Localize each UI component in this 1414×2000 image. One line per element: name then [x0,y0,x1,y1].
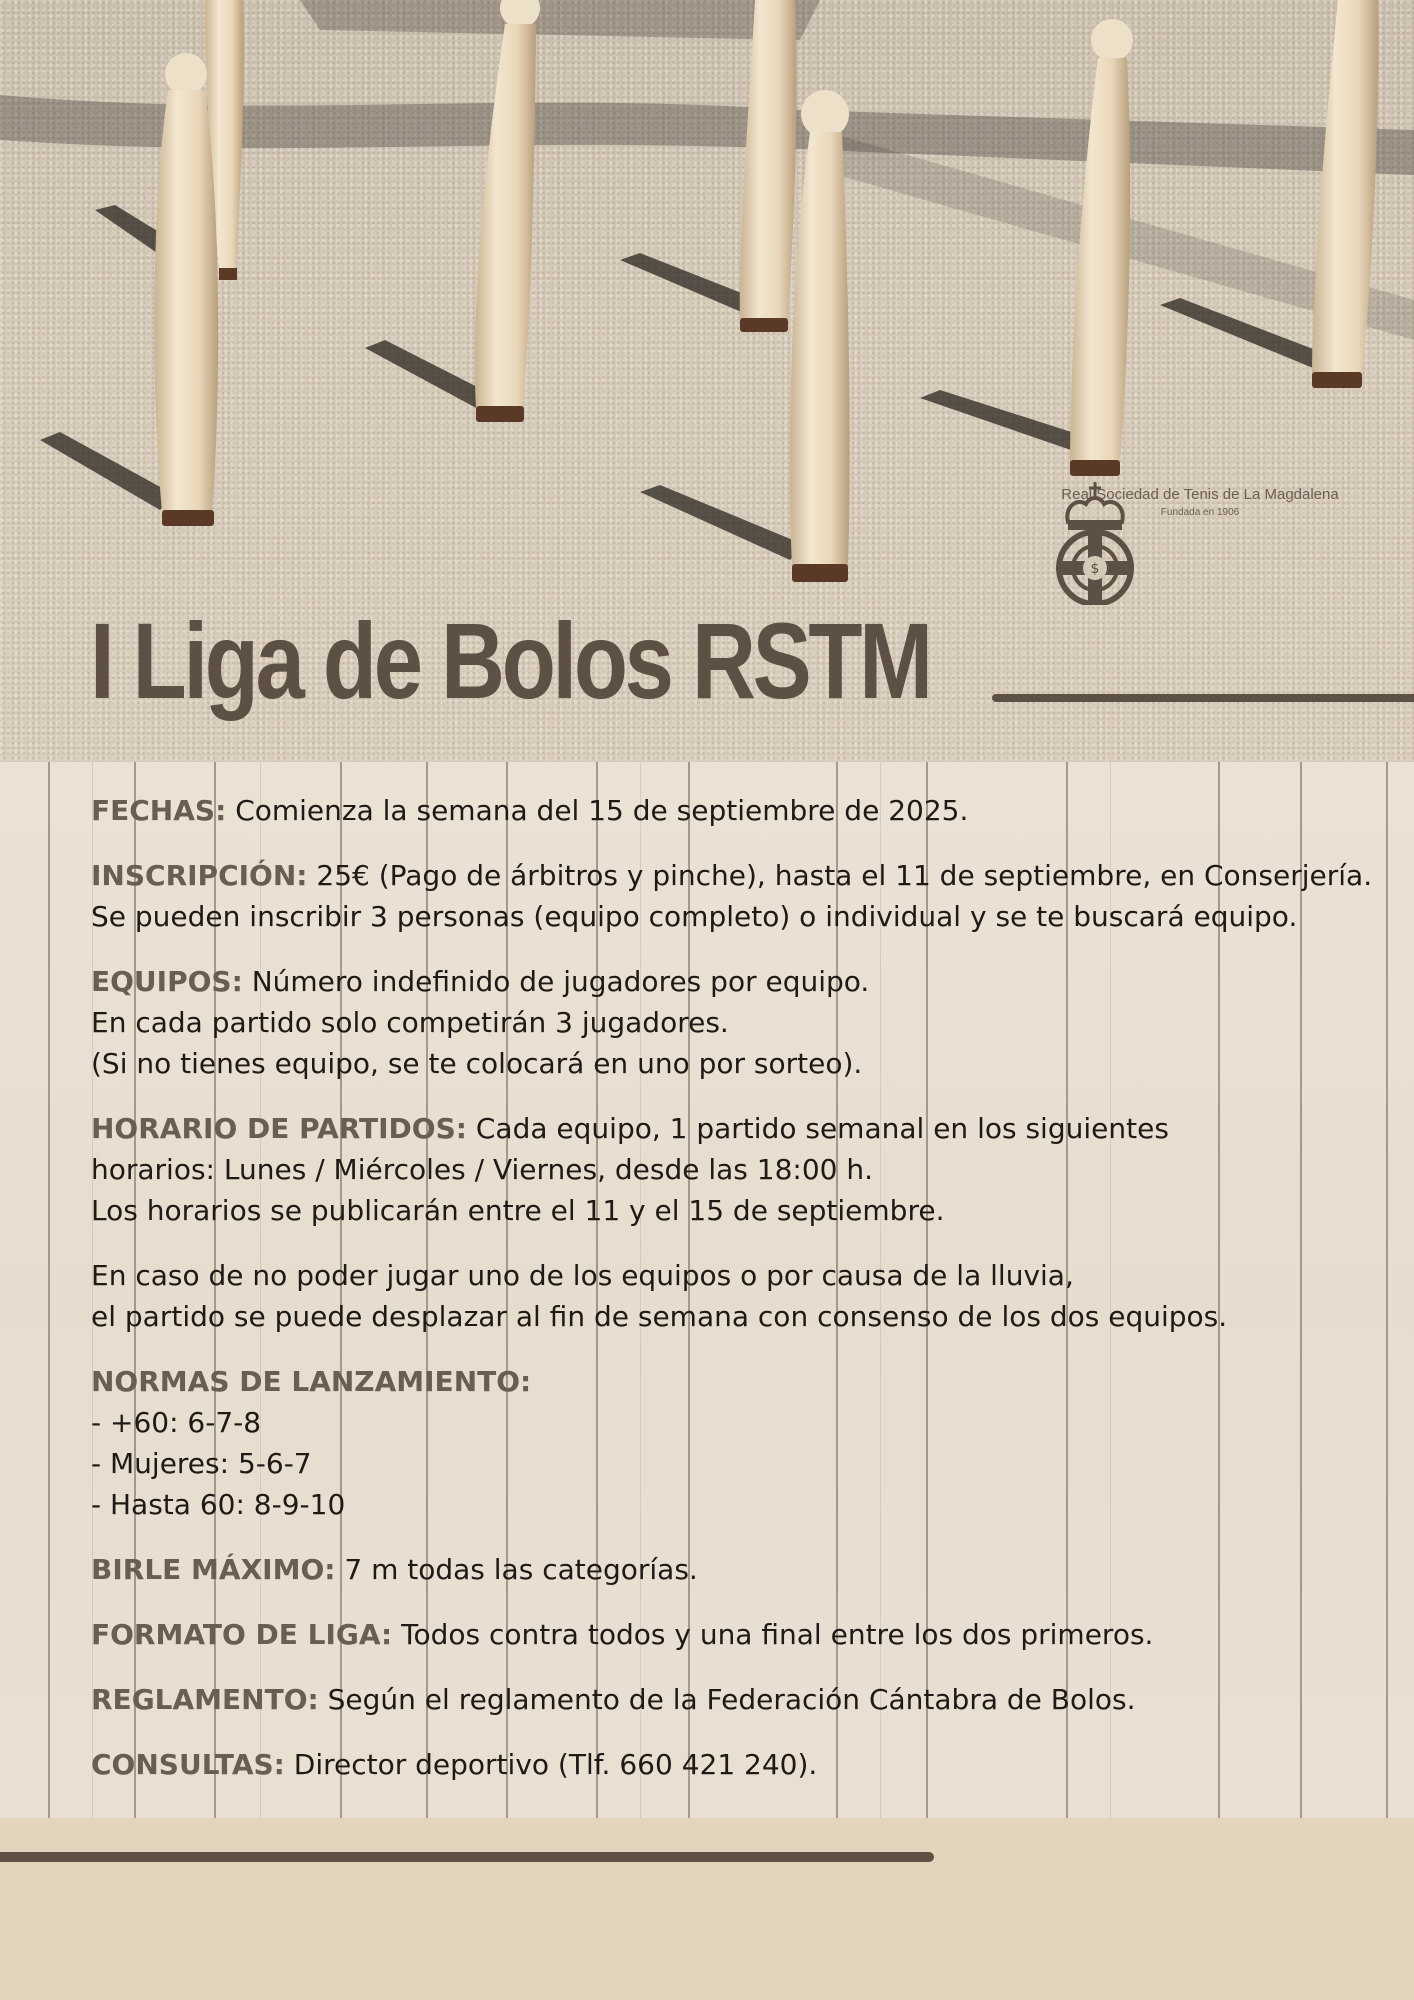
section-label: REGLAMENTO: [91,1683,319,1716]
section-lluvia [91,1255,1401,1337]
section-label: NORMAS DE LANZAMIENTO: [91,1365,532,1398]
section-reglamento [91,1679,1401,1720]
section-fechas [91,790,1401,831]
list-item: - Hasta 60: 8-9-10 [91,1488,346,1521]
section-text: En cada partido solo competirán 3 jugadores. [91,1006,729,1039]
section-birle [91,1549,1401,1590]
club-founded-date: Fundada en 1906 [1160,507,1240,518]
section-text: Cada equipo, 1 partido semanal en los siguientes [475,1112,1169,1145]
section-horario [91,1108,1401,1231]
section-consultas [91,1744,1401,1785]
footer-divider [0,1852,934,1862]
section-text: 7 m todas las categorías. [344,1553,698,1586]
section-normas [91,1361,1401,1525]
section-equipos [91,961,1401,1084]
section-label: INSCRIPCIÓN: [91,859,308,892]
section-text: Según el reglamento de la Federación Cántabra de Bolos. [327,1683,1136,1716]
section-text: En caso de no poder jugar uno de los equipos o por causa de la lluvia, [91,1259,1074,1292]
plank-line [48,762,50,1818]
section-text: Todos contra todos y una final entre los dos primeros. [401,1618,1154,1651]
section-text: Director deportivo (Tlf. 660 421 240). [293,1748,818,1781]
hero-photo [0,0,1414,762]
svg-text:$: $ [1090,561,1100,577]
section-formato [91,1614,1401,1655]
section-text: Comienza la semana del 15 de septiembre de 2025. [235,794,969,827]
page-title: I Liga de Bolos RSTM [90,600,930,721]
section-text: 25€ (Pago de árbitros y pinche), hasta el 11 de septiembre, en Conserjería. [316,859,1373,892]
club-logo [1050,480,1350,660]
section-label: HORARIO DE PARTIDOS: [91,1112,467,1145]
club-name: Real Sociedad de Tenis de La Magdalena [1061,486,1339,503]
section-text: el partido se puede desplazar al fin de semana con consenso de los dos equipos. [91,1300,1228,1333]
list-item: - +60: 6-7-8 [91,1406,262,1439]
section-label: EQUIPOS: [91,965,243,998]
section-text: Se pueden inscribir 3 personas (equipo completo) o individual y se te buscará equipo. [91,900,1298,933]
section-label: FORMATO DE LIGA: [91,1618,393,1651]
section-label: CONSULTAS: [91,1748,285,1781]
title-divider [992,694,1414,702]
list-item: - Mujeres: 5-6-7 [91,1447,312,1480]
section-text: Los horarios se publicarán entre el 11 y el 15 de septiembre. [91,1194,945,1227]
crown-crest-icon [1050,480,1140,605]
section-text: horarios: Lunes / Miércoles / Viernes, desde las 18:00 h. [91,1153,874,1186]
section-inscripcion [91,855,1401,937]
section-label: BIRLE MÁXIMO: [91,1553,336,1586]
league-info [91,790,1401,1809]
section-text: (Si no tienes equipo, se te colocará en uno por sorteo). [91,1047,863,1080]
section-text: Número indefinido de jugadores por equipo. [251,965,870,998]
section-label: FECHAS: [91,794,227,827]
